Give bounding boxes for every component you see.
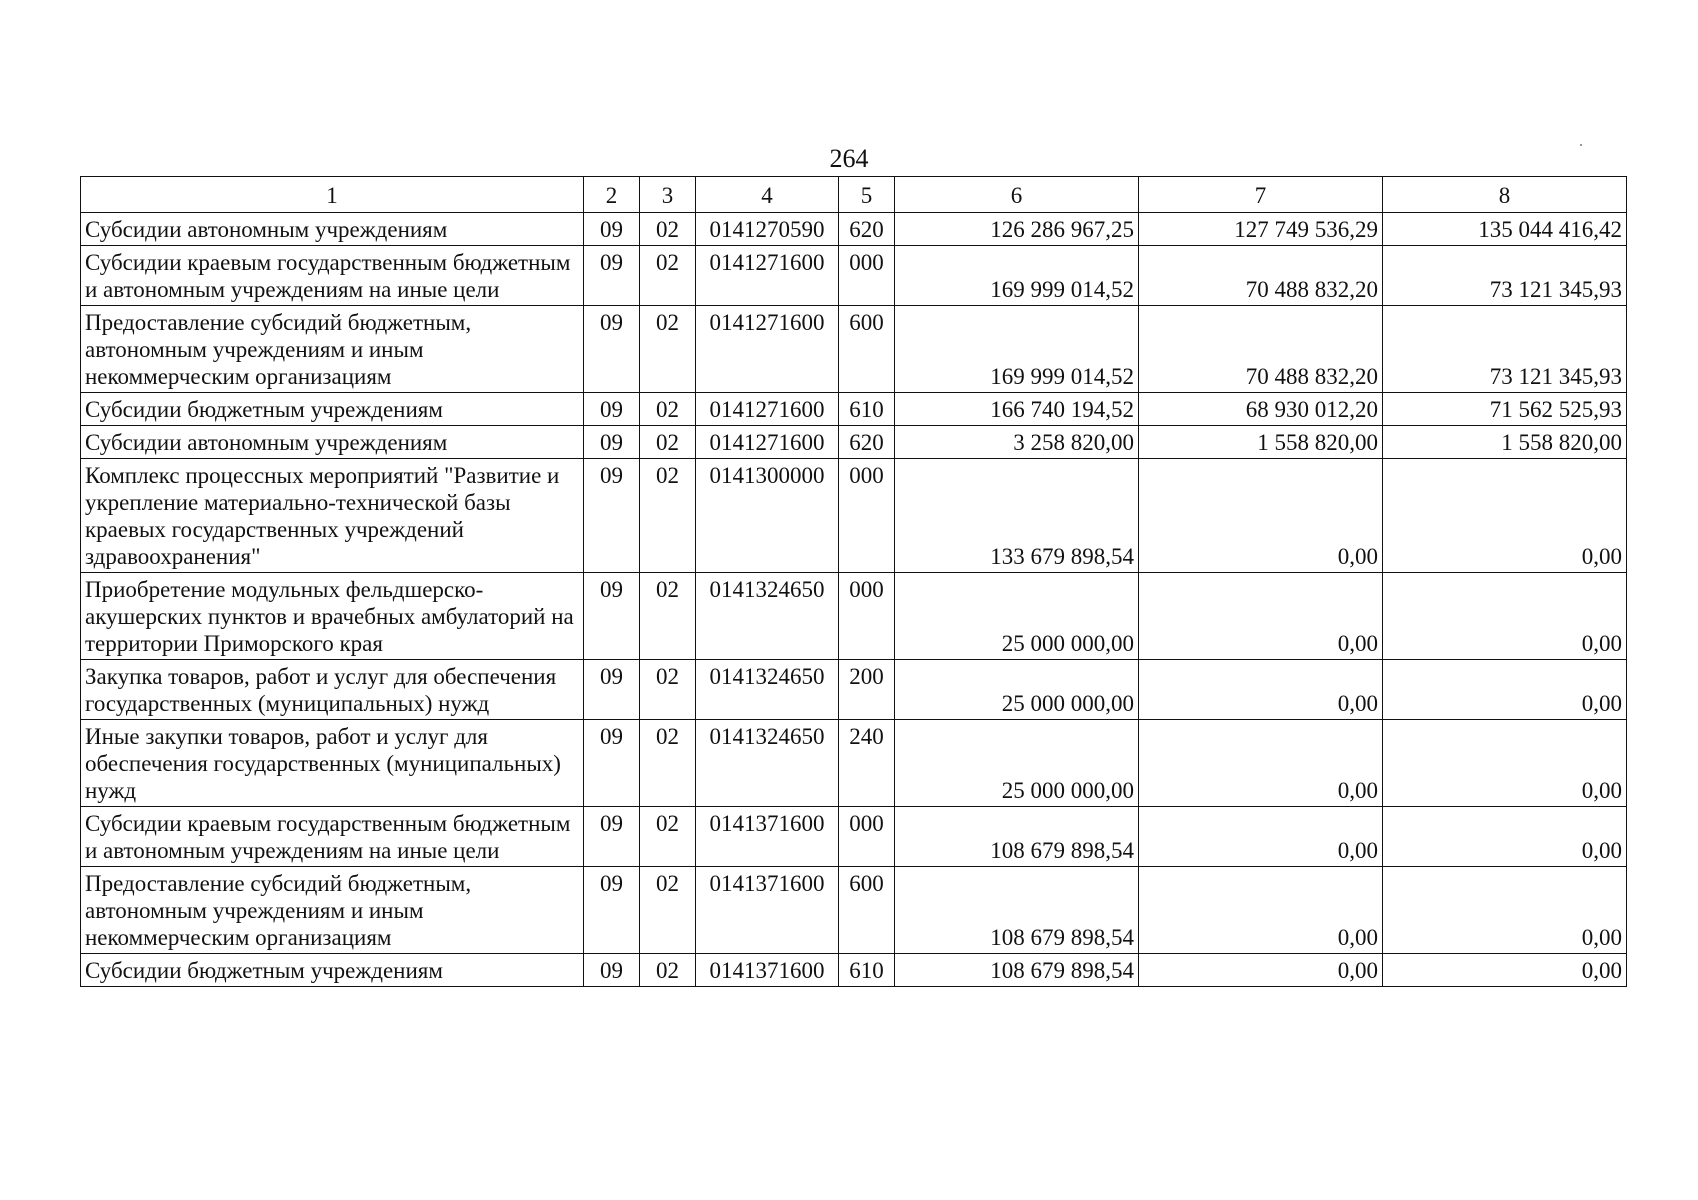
amount-col7-cell: 0,00: [1139, 660, 1383, 720]
row-name-cell: Приобретение модульных фельдшерско-акушерских пунктов и врачебных амбулаторий на территории Приморского края: [81, 573, 584, 660]
table-body: [81, 177, 1627, 987]
subsection-code-cell: 02: [640, 426, 696, 459]
table-row: [81, 660, 1627, 720]
row-name-cell: Субсидии автономным учреждениям: [81, 426, 584, 459]
expense-type-cell: 620: [839, 426, 895, 459]
amount-col6-cell: 166 740 194,52: [895, 393, 1139, 426]
row-name-cell: Закупка товаров, работ и услуг для обеспечения государственных (муниципальных) нужд: [81, 660, 584, 720]
expense-type-cell: 000: [839, 807, 895, 867]
subsection-code-cell: 02: [640, 573, 696, 660]
amount-col7-cell: 0,00: [1139, 867, 1383, 954]
amount-col8-cell: 0,00: [1383, 573, 1627, 660]
section-code-cell: 09: [584, 246, 640, 306]
amount-col7-cell: 127 749 536,29: [1139, 213, 1383, 246]
amount-col7-cell: 0,00: [1139, 720, 1383, 807]
subsection-code-cell: 02: [640, 720, 696, 807]
amount-col7-cell: 0,00: [1139, 459, 1383, 573]
table-row: [81, 306, 1627, 393]
amount-col6-cell: 25 000 000,00: [895, 660, 1139, 720]
table-row: [81, 954, 1627, 987]
amount-col8-cell: 0,00: [1383, 720, 1627, 807]
amount-col6-cell: 25 000 000,00: [895, 573, 1139, 660]
table-row: [81, 213, 1627, 246]
scan-dot: [1580, 144, 1582, 146]
amount-col6-cell: 3 258 820,00: [895, 426, 1139, 459]
expense-type-cell: 610: [839, 954, 895, 987]
table-row: [81, 573, 1627, 660]
subsection-code-cell: 02: [640, 213, 696, 246]
row-name-cell: Субсидии бюджетным учреждениям: [81, 393, 584, 426]
column-header-5: 5: [839, 177, 895, 213]
table-row: [81, 867, 1627, 954]
amount-col7-cell: 70 488 832,20: [1139, 246, 1383, 306]
target-article-cell: 0141271600: [696, 306, 839, 393]
row-name-cell: Комплекс процессных мероприятий "Развитие и укрепление материально-технической базы краевых государственных учреждений здравоохранения": [81, 459, 584, 573]
row-name-cell: Субсидии бюджетным учреждениям: [81, 954, 584, 987]
amount-col8-cell: 0,00: [1383, 954, 1627, 987]
amount-col8-cell: 135 044 416,42: [1383, 213, 1627, 246]
subsection-code-cell: 02: [640, 954, 696, 987]
section-code-cell: 09: [584, 720, 640, 807]
amount-col7-cell: 0,00: [1139, 573, 1383, 660]
amount-col8-cell: 0,00: [1383, 807, 1627, 867]
amount-col6-cell: 133 679 898,54: [895, 459, 1139, 573]
table-row: [81, 720, 1627, 807]
section-code-cell: 09: [584, 459, 640, 573]
target-article-cell: 0141270590: [696, 213, 839, 246]
table-row: [81, 246, 1627, 306]
section-code-cell: 09: [584, 573, 640, 660]
amount-col6-cell: 169 999 014,52: [895, 246, 1139, 306]
column-header-3: 3: [640, 177, 696, 213]
row-name-cell: Предоставление субсидий бюджетным, автономным учреждениям и иным некоммерческим организациям: [81, 867, 584, 954]
amount-col7-cell: 0,00: [1139, 954, 1383, 987]
expense-type-cell: 000: [839, 459, 895, 573]
target-article-cell: 0141371600: [696, 954, 839, 987]
budget-table: [80, 176, 1627, 987]
row-name-cell: Предоставление субсидий бюджетным, автономным учреждениям и иным некоммерческим организациям: [81, 306, 584, 393]
expense-type-cell: 240: [839, 720, 895, 807]
target-article-cell: 0141324650: [696, 660, 839, 720]
amount-col7-cell: 70 488 832,20: [1139, 306, 1383, 393]
section-code-cell: 09: [584, 393, 640, 426]
amount-col6-cell: 108 679 898,54: [895, 807, 1139, 867]
table-row: [81, 426, 1627, 459]
expense-type-cell: 200: [839, 660, 895, 720]
column-header-1: 1: [81, 177, 584, 213]
section-code-cell: 09: [584, 660, 640, 720]
amount-col6-cell: 108 679 898,54: [895, 954, 1139, 987]
target-article-cell: 0141371600: [696, 867, 839, 954]
target-article-cell: 0141271600: [696, 393, 839, 426]
table-row: [81, 393, 1627, 426]
column-header-2: 2: [584, 177, 640, 213]
section-code-cell: 09: [584, 954, 640, 987]
amount-col7-cell: 68 930 012,20: [1139, 393, 1383, 426]
row-name-cell: Субсидии краевым государственным бюджетным и автономным учреждениям на иные цели: [81, 246, 584, 306]
subsection-code-cell: 02: [640, 393, 696, 426]
column-header-7: 7: [1139, 177, 1383, 213]
amount-col6-cell: 25 000 000,00: [895, 720, 1139, 807]
amount-col8-cell: 73 121 345,93: [1383, 246, 1627, 306]
header-row: [81, 177, 1627, 213]
subsection-code-cell: 02: [640, 807, 696, 867]
amount-col7-cell: 1 558 820,00: [1139, 426, 1383, 459]
page-number: 264: [829, 144, 869, 173]
target-article-cell: 0141371600: [696, 807, 839, 867]
target-article-cell: 0141300000: [696, 459, 839, 573]
amount-col8-cell: 0,00: [1383, 459, 1627, 573]
expense-type-cell: 610: [839, 393, 895, 426]
target-article-cell: 0141324650: [696, 573, 839, 660]
target-article-cell: 0141271600: [696, 426, 839, 459]
amount-col6-cell: 108 679 898,54: [895, 867, 1139, 954]
row-name-cell: Субсидии краевым государственным бюджетным и автономным учреждениям на иные цели: [81, 807, 584, 867]
section-code-cell: 09: [584, 426, 640, 459]
amount-col7-cell: 0,00: [1139, 807, 1383, 867]
amount-col6-cell: 169 999 014,52: [895, 306, 1139, 393]
amount-col8-cell: 0,00: [1383, 660, 1627, 720]
target-article-cell: 0141271600: [696, 246, 839, 306]
subsection-code-cell: 02: [640, 306, 696, 393]
expense-type-cell: 000: [839, 573, 895, 660]
section-code-cell: 09: [584, 867, 640, 954]
amount-col8-cell: 71 562 525,93: [1383, 393, 1627, 426]
section-code-cell: 09: [584, 306, 640, 393]
table-row: [81, 807, 1627, 867]
table-row: [81, 459, 1627, 573]
column-header-8: 8: [1383, 177, 1627, 213]
subsection-code-cell: 02: [640, 459, 696, 573]
expense-type-cell: 600: [839, 306, 895, 393]
subsection-code-cell: 02: [640, 867, 696, 954]
amount-col8-cell: 73 121 345,93: [1383, 306, 1627, 393]
amount-col8-cell: 1 558 820,00: [1383, 426, 1627, 459]
expense-type-cell: 000: [839, 246, 895, 306]
expense-type-cell: 600: [839, 867, 895, 954]
section-code-cell: 09: [584, 213, 640, 246]
amount-col8-cell: 0,00: [1383, 867, 1627, 954]
row-name-cell: Субсидии автономным учреждениям: [81, 213, 584, 246]
row-name-cell: Иные закупки товаров, работ и услуг для обеспечения государственных (муниципальных) нужд: [81, 720, 584, 807]
column-header-6: 6: [895, 177, 1139, 213]
expense-type-cell: 620: [839, 213, 895, 246]
target-article-cell: 0141324650: [696, 720, 839, 807]
subsection-code-cell: 02: [640, 246, 696, 306]
subsection-code-cell: 02: [640, 660, 696, 720]
section-code-cell: 09: [584, 807, 640, 867]
amount-col6-cell: 126 286 967,25: [895, 213, 1139, 246]
column-header-4: 4: [696, 177, 839, 213]
